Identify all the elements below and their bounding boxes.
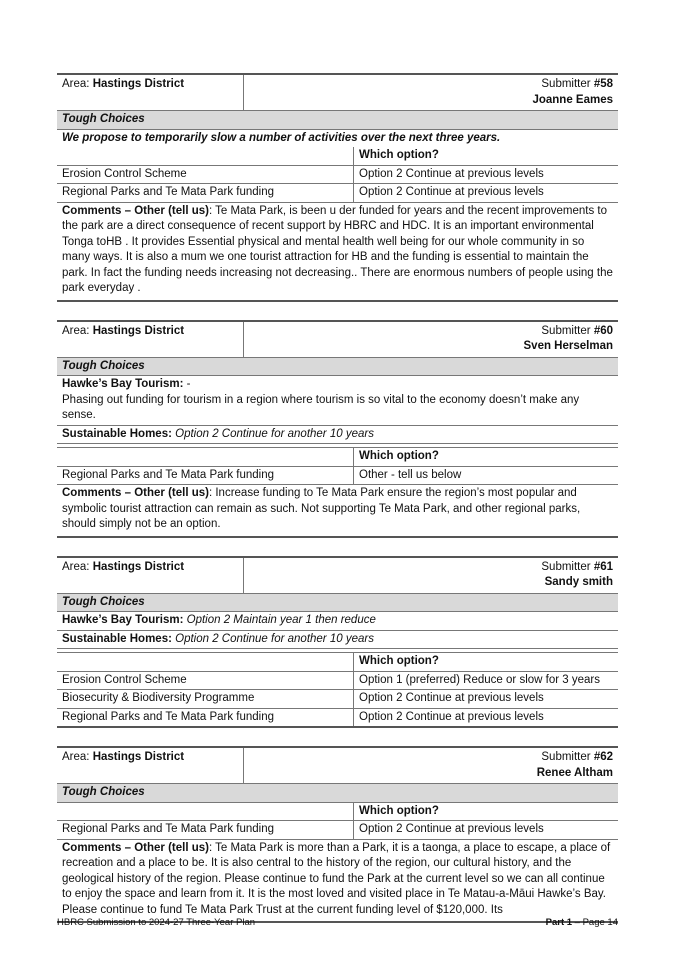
submitter-number: #61 (593, 560, 613, 573)
tourism-value: Option 2 Maintain year 1 then reduce (186, 614, 376, 626)
section-title: Tough Choices (57, 111, 618, 130)
tourism-text: Phasing out funding for tourism in a region where tourism is so vital to the economy doesn’t make any sense. (62, 393, 580, 421)
option-choice: Option 1 (preferred) Reduce or slow for 3 years (359, 673, 600, 686)
comment-block (57, 485, 618, 536)
submission-header (57, 322, 618, 358)
option-activity: Regional Parks and Te Mata Park funding (57, 184, 354, 202)
option-activity: Regional Parks and Te Mata Park funding (57, 709, 354, 727)
option-row (57, 166, 618, 185)
which-option-header: Which option? (359, 655, 439, 667)
area-label: Area: (62, 751, 90, 763)
option-choice: Option 2 Continue at previous levels (359, 186, 544, 198)
footer-page-number (546, 917, 618, 928)
option-choice: Other - tell us below (359, 468, 462, 481)
submitter-label: Submitter (541, 560, 591, 573)
area-value: Hastings District (92, 751, 185, 763)
submitter-name: Renee Altham (536, 766, 613, 779)
submitter-name: Joanne Eames (532, 93, 613, 106)
area-value: Hastings District (92, 560, 185, 573)
tourism-block (57, 376, 618, 426)
option-row (57, 184, 618, 203)
options-header-row (57, 447, 618, 467)
option-activity: Erosion Control Scheme (57, 672, 354, 690)
tourism-label: Hawke’s Bay Tourism: (62, 378, 184, 390)
homes-label: Sustainable Homes: (62, 427, 172, 440)
area-cell (57, 322, 244, 357)
submitter-label: Submitter (541, 78, 591, 90)
option-activity: Regional Parks and Te Mata Park funding (57, 821, 354, 839)
area-cell (57, 75, 244, 110)
tourism-row (57, 612, 618, 631)
tourism-label: Hawke’s Bay Tourism: (62, 614, 184, 626)
tourism-value: - (183, 378, 191, 390)
option-choice: Option 2 Continue at previous levels (359, 710, 544, 723)
options-header-row (57, 652, 618, 672)
comments-label: Comments – Other (tell us) (62, 204, 209, 217)
area-label: Area: (62, 560, 90, 573)
submitter-name: Sven Herselman (523, 340, 613, 352)
comment-block (57, 840, 618, 922)
area-value: Hastings District (92, 78, 185, 90)
proposal-text: We propose to temporarily slow a number of activities over the next three years. (62, 131, 501, 144)
option-activity: Regional Parks and Te Mata Park funding (57, 467, 354, 485)
footer-document-title: HBRC Submission to 2024-27 Three-Year Plan (57, 917, 256, 928)
comment-text: : Increase funding to Te Mata Park ensure the region’s most popular and symbolic tourist attraction can remain as such. Not supporting Te Mata Park, and other regional parks, should simply not be an option. (62, 487, 581, 530)
submitter-number: #58 (593, 78, 613, 90)
homes-value: Option 2 Continue for another 10 years (175, 427, 374, 440)
comment-text: : Te Mata Park is more than a Park, it is a taonga, a place to escape, a place of recreation and a place to be. It is also central to the history of the region, our cultural history, and the geological history of the region. Please continue to fund the Park at the current level so we can all continue to enjoy the space and learn from it. It is the most loved and visited place in Te Matau-a-Māui Hawke’s Bay. Please continue to fund Te Mata Park Trust at the current funding level of $120,000. Its (62, 841, 611, 916)
area-value: Hastings District (92, 324, 185, 337)
submitter-cell (244, 748, 618, 783)
page-footer (57, 917, 618, 928)
homes-value: Option 2 Continue for another 10 years (175, 632, 374, 645)
option-row (57, 821, 618, 840)
submitter-number: #60 (593, 324, 613, 337)
option-activity: Erosion Control Scheme (57, 166, 354, 184)
section-title: Tough Choices (57, 784, 618, 802)
section-title: Tough Choices (57, 594, 618, 613)
option-row (57, 690, 618, 709)
submissions-page (57, 73, 618, 941)
area-cell (57, 558, 244, 593)
homes-label: Sustainable Homes: (62, 632, 172, 645)
section-title: Tough Choices (57, 358, 618, 377)
submitter-label: Submitter (541, 751, 591, 763)
option-choice: Option 2 Continue at previous levels (359, 823, 544, 835)
option-activity: Biosecurity & Biodiversity Programme (57, 690, 354, 708)
option-row (57, 467, 618, 486)
submission-header (57, 748, 618, 784)
comment-text: : Te Mata Park, is been u der funded for years and the recent improvements to the park are a direct consequence of recent support by HBRC and HDC. It is an important environmental Tonga toHB . It provides Essential physical and mental health well being for our whole community in so many ways. It is also a mum we one tourist attraction for HB and the funding is essential to maintain the park. In fact the funding needs increasing not decreasing.. There are enormous numbers of people using the park everyday . (62, 204, 613, 294)
submitter-label: Submitter (541, 324, 591, 337)
which-option-header: Which option? (359, 450, 439, 462)
submission-58 (57, 73, 618, 302)
submission-62 (57, 746, 618, 923)
options-header-row (57, 147, 618, 166)
submitter-cell (244, 558, 618, 593)
which-option-header: Which option? (359, 149, 439, 161)
footer-page: – Page 14 (572, 917, 618, 928)
area-label: Area: (62, 78, 90, 90)
submitter-cell (244, 75, 618, 110)
submitter-number: #62 (593, 751, 613, 763)
comments-label: Comments – Other (tell us) (62, 487, 209, 499)
submitter-cell (244, 322, 618, 357)
which-option-header: Which option? (359, 804, 439, 817)
comments-label: Comments – Other (tell us) (62, 841, 209, 854)
option-row (57, 672, 618, 691)
options-header-row (57, 802, 618, 822)
submission-60 (57, 320, 618, 538)
homes-row (57, 426, 618, 445)
submission-61 (57, 556, 618, 729)
option-row (57, 709, 618, 727)
footer-part: Part 1 (545, 917, 573, 928)
homes-row (57, 631, 618, 650)
comment-block (57, 203, 618, 300)
submission-header (57, 75, 618, 111)
submitter-name: Sandy smith (544, 576, 613, 588)
submission-header (57, 558, 618, 594)
area-label: Area: (62, 324, 90, 337)
option-choice: Option 2 Continue at previous levels (359, 692, 544, 704)
area-cell (57, 748, 244, 783)
option-choice: Option 2 Continue at previous levels (359, 167, 544, 180)
